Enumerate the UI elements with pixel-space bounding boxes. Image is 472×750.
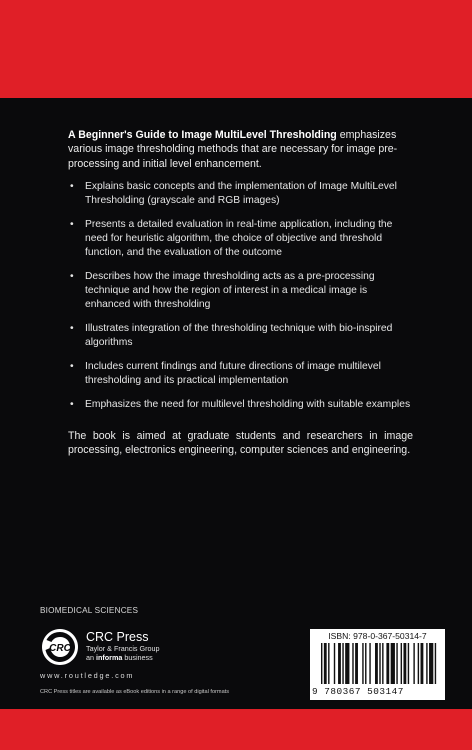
- barcode-bars: [321, 643, 439, 684]
- publisher-url[interactable]: www.routledge.com: [40, 671, 135, 680]
- audience-paragraph: The book is aimed at graduate students and researchers in image processing, electronics engineering, computer sciences and engineering.: [68, 429, 413, 457]
- business-prefix: an: [86, 653, 96, 662]
- intro-text: emphasizes various image thresholding methods that are necessary for image pre-processing and initial level enhancement.: [68, 129, 398, 170]
- crc-logo-text: CRC: [49, 643, 71, 654]
- feature-item: • Describes how the image thresholding acts as a pre-processing technique and how the region of interest in a medical image is enhanced with thresholding: [68, 270, 413, 312]
- crc-logo-icon: [40, 627, 80, 667]
- publisher-business: [86, 653, 160, 662]
- feature-item: • Explains basic concepts and the implementation of Image MultiLevel Thresholding (grayscale and RGB images): [68, 180, 413, 208]
- publisher-group: Taylor & Francis Group: [86, 644, 160, 653]
- barcode-digits: 9 780367 503147: [312, 686, 404, 697]
- feature-item: • Emphasizes the need for multilevel thresholding with suitable examples: [68, 398, 413, 412]
- publisher-name: CRC Press: [86, 630, 149, 644]
- top-red-band: [0, 0, 472, 98]
- business-informa: informa: [96, 653, 123, 662]
- bottom-red-band: [0, 709, 472, 750]
- book-title: A Beginner's Guide to Image MultiLevel Thresholding: [68, 129, 337, 141]
- isbn-label: ISBN: 978-0-367-50314-7: [328, 631, 427, 641]
- feature-item: • Illustrates integration of the thresholding technique with bio-inspired algorithms: [68, 322, 413, 350]
- feature-item: • Presents a detailed evaluation in real-time application, including the need for heuristic algorithm, the choice of objective and threshold function, and the evaluation of the outcome: [68, 218, 413, 260]
- back-cover-text: [68, 128, 413, 458]
- business-suffix: business: [122, 653, 153, 662]
- feature-list: [68, 180, 413, 412]
- intro-paragraph: [68, 128, 413, 171]
- subject-category: BIOMEDICAL SCIENCES: [40, 606, 139, 615]
- publisher-text: [86, 630, 160, 662]
- feature-item: • Includes current findings and future directions of image multilevel thresholding and its practical implementation: [68, 360, 413, 388]
- ebook-note: CRC Press titles are available as eBook editions in a range of digital formats: [40, 689, 230, 695]
- barcode: [310, 629, 445, 700]
